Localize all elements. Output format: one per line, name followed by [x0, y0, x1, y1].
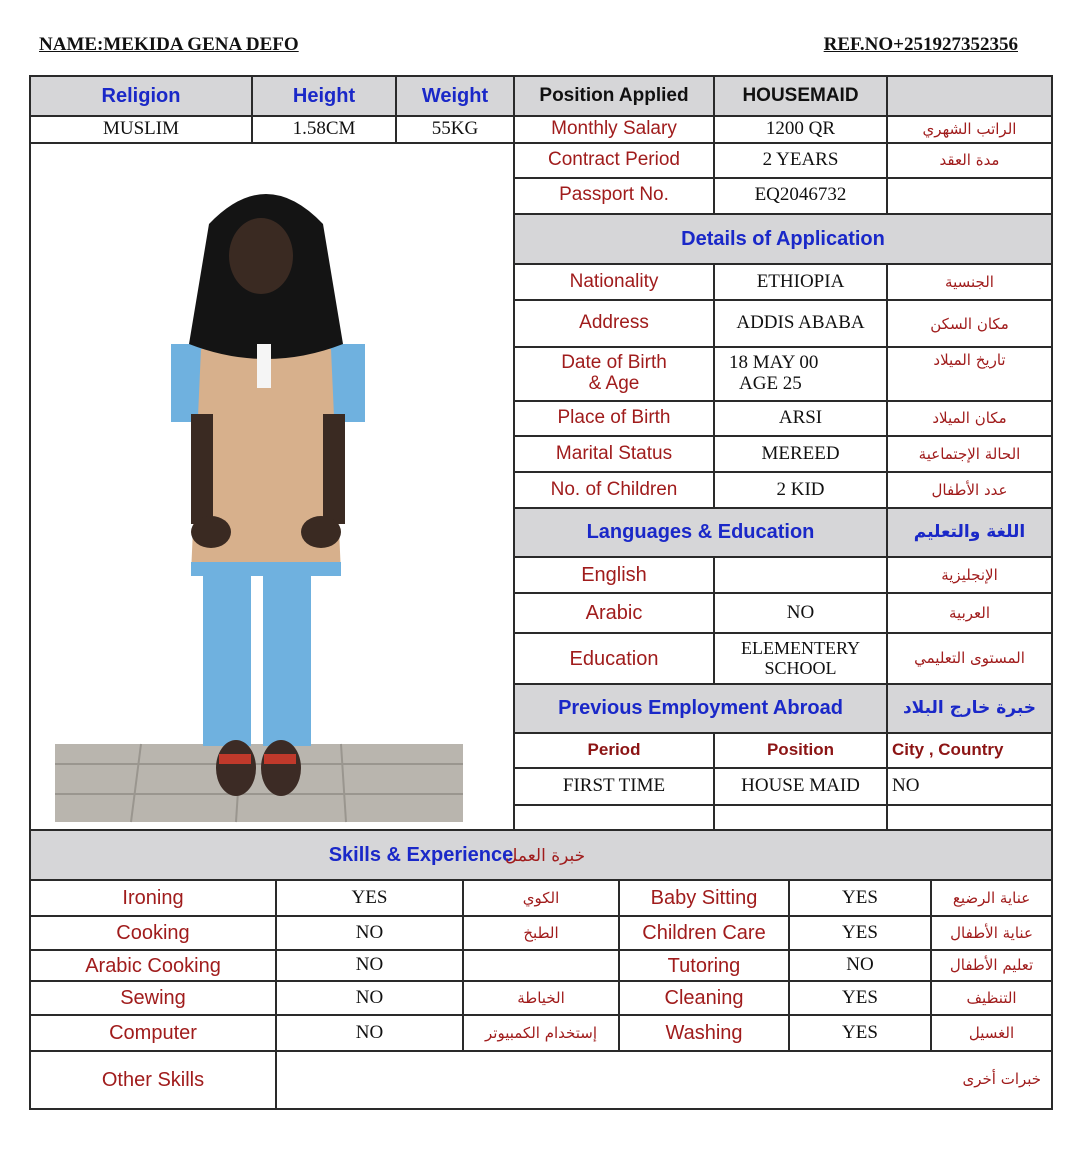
skill-cleaning-label: Cleaning [619, 981, 789, 1015]
applicant-name: NAME:MEKIDA GENA DEFO [39, 34, 299, 55]
skill-tutoring-value: NO [789, 950, 931, 981]
skill-washing-label: Washing [619, 1015, 789, 1051]
dob-label [514, 347, 714, 400]
employment-empty-3 [887, 805, 1052, 831]
skill-sewing-arabic: الخياطة [463, 981, 619, 1015]
marital-status-label: Marital Status [514, 436, 714, 472]
dob-label-line2: & Age [588, 373, 640, 395]
marital-status-value: MEREED [714, 436, 887, 472]
skill-cooking-value: NO [276, 916, 463, 950]
skill-baby-sitting-arabic: عناية الرضيع [931, 880, 1052, 916]
skill-arabic-cooking-label: Arabic Cooking [30, 950, 276, 981]
skill-children-care-value: YES [789, 916, 931, 950]
skill-ironing-label: Ironing [30, 880, 276, 916]
passport-label: Passport No. [514, 178, 714, 213]
languages-title-arabic: اللغة والتعليم [887, 508, 1052, 557]
monthly-salary-arabic: الراتب الشهري [887, 116, 1052, 143]
skills-title-arabic: خبرة العمل [505, 846, 586, 866]
skill-baby-sitting-label: Baby Sitting [619, 880, 789, 916]
contract-period-label: Contract Period [514, 143, 714, 178]
education-arabic: المستوى التعليمي [887, 633, 1052, 683]
employment-city-header: City , Country [887, 733, 1052, 768]
position-applied-empty [887, 76, 1052, 116]
contract-period-arabic: مدة العقد [887, 143, 1052, 178]
monthly-salary-value: 1200 QR [714, 116, 887, 143]
contract-period-value: 2 YEARS [714, 143, 887, 178]
passport-value: EQ2046732 [714, 178, 887, 213]
religion-value: MUSLIM [30, 116, 252, 143]
children-value: 2 KID [714, 472, 887, 507]
position-applied-label: Position Applied [514, 76, 714, 116]
other-skills-arabic: خبرات أخرى [962, 1070, 1042, 1089]
place-of-birth-label: Place of Birth [514, 401, 714, 436]
religion-header: Religion [30, 76, 252, 116]
dob-value-line1: 18 MAY 00 [729, 352, 819, 374]
dob-value-line2: AGE 25 [739, 373, 802, 395]
employment-title-arabic: خبرة خارج البلاد [887, 684, 1052, 733]
height-header: Height [252, 76, 396, 116]
skills-table [29, 829, 1053, 1110]
skill-tutoring-label: Tutoring [619, 950, 789, 981]
skill-washing-value: YES [789, 1015, 931, 1051]
english-value [714, 557, 887, 593]
address-value: ADDIS ABABA [714, 300, 887, 347]
nationality-value: ETHIOPIA [714, 264, 887, 300]
skill-arabic-cooking-value: NO [276, 950, 463, 981]
skill-cleaning-arabic: التنظيف [931, 981, 1052, 1015]
skill-computer-arabic: إستخدام الكمبيوتر [463, 1015, 619, 1051]
education-label: Education [514, 633, 714, 683]
other-skills-label: Other Skills [30, 1051, 276, 1109]
skill-ironing-arabic: الكوي [463, 880, 619, 916]
skill-cleaning-value: YES [789, 981, 931, 1015]
skill-children-care-label: Children Care [619, 916, 789, 950]
height-value: 1.58CM [252, 116, 396, 143]
employment-empty-1 [514, 805, 714, 831]
skill-baby-sitting-value: YES [789, 880, 931, 916]
employment-period-header: Period [514, 733, 714, 768]
place-of-birth-arabic: مكان الميلاد [887, 401, 1052, 436]
employment-title: Previous Employment Abroad [514, 684, 887, 733]
place-of-birth-value: ARSI [714, 401, 887, 436]
english-arabic: الإنجليزية [887, 557, 1052, 593]
application-table [29, 75, 1053, 832]
skill-sewing-label: Sewing [30, 981, 276, 1015]
other-skills-cell [276, 1051, 1052, 1109]
skill-cooking-label: Cooking [30, 916, 276, 950]
skills-title: Skills & Experience [328, 844, 514, 866]
dob-arabic: تاريخ الميلاد [887, 347, 1052, 400]
arabic-value: NO [714, 593, 887, 633]
applicant-photo [31, 144, 513, 830]
employment-position-header: Position [714, 733, 887, 768]
details-title: Details of Application [514, 214, 1052, 264]
weight-header: Weight [396, 76, 514, 116]
position-applied-value: HOUSEMAID [714, 76, 887, 116]
languages-title: Languages & Education [514, 508, 887, 557]
education-value-line1: ELEMENTERY [741, 637, 860, 658]
applicant-photo-cell [30, 143, 514, 831]
education-value-line2: SCHOOL [764, 657, 837, 678]
arabic-arabic: العربية [887, 593, 1052, 633]
skill-computer-value: NO [276, 1015, 463, 1051]
nationality-label: Nationality [514, 264, 714, 300]
skill-tutoring-arabic: تعليم الأطفال [931, 950, 1052, 981]
employment-position-value: HOUSE MAID [714, 768, 887, 804]
marital-status-arabic: الحالة الإجتماعية [887, 436, 1052, 472]
address-arabic: مكان السكن [887, 300, 1052, 347]
english-label: English [514, 557, 714, 593]
skill-ironing-value: YES [276, 880, 463, 916]
skill-arabic-cooking-arabic [463, 950, 619, 981]
employment-city-value: NO [887, 768, 1052, 804]
employment-period-value: FIRST TIME [514, 768, 714, 804]
skill-cooking-arabic: الطبخ [463, 916, 619, 950]
skill-children-care-arabic: عناية الأطفال [931, 916, 1052, 950]
dob-value [714, 347, 887, 400]
dob-label-line1: Date of Birth [561, 352, 667, 374]
weight-value: 55KG [396, 116, 514, 143]
education-value [714, 633, 887, 683]
skills-header [30, 830, 1052, 880]
skill-computer-label: Computer [30, 1015, 276, 1051]
arabic-label: Arabic [514, 593, 714, 633]
children-arabic: عدد الأطفال [887, 472, 1052, 507]
passport-empty [887, 178, 1052, 213]
reference-number: REF.NO+251927352356 [823, 34, 1018, 55]
monthly-salary-label: Monthly Salary [514, 116, 714, 143]
address-label: Address [514, 300, 714, 347]
children-label: No. of Children [514, 472, 714, 507]
employment-empty-2 [714, 805, 887, 831]
nationality-arabic: الجنسية [887, 264, 1052, 300]
skill-washing-arabic: الغسيل [931, 1015, 1052, 1051]
skill-sewing-value: NO [276, 981, 463, 1015]
